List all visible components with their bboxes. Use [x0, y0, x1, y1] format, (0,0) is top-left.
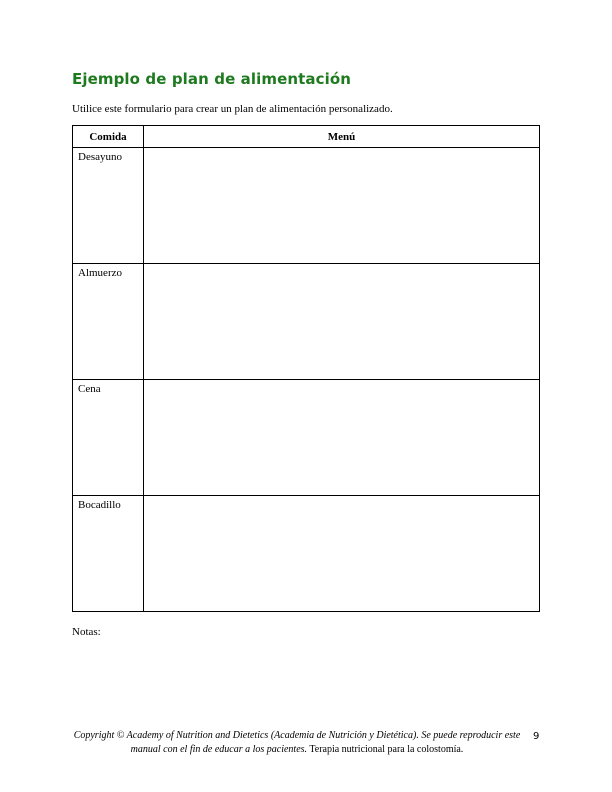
footer-italic-text: Copyright © Academy of Nutrition and Dietetics (Academia de Nutrición y Dietética). Se puede reproducir este manual con el fin de educar a los pacientes.	[73, 730, 521, 755]
table-row	[73, 264, 540, 380]
table-row	[73, 148, 540, 264]
table-row	[73, 380, 540, 496]
table-row	[73, 496, 540, 612]
table-header-row	[73, 126, 540, 148]
intro-text: Utilice este formulario para crear un plan de alimentación personalizado.	[72, 103, 393, 115]
column-header-menu: Menú	[144, 126, 540, 148]
menu-cell-bocadillo[interactable]	[144, 496, 540, 612]
footer-copyright	[72, 729, 522, 757]
menu-cell-desayuno[interactable]	[144, 148, 540, 264]
column-header-comida: Comida	[73, 126, 144, 148]
page-title: Ejemplo de plan de alimentación	[72, 70, 352, 88]
meal-cell-almuerzo: Almuerzo	[73, 264, 144, 380]
menu-cell-cena[interactable]	[144, 380, 540, 496]
notes-label: Notas:	[72, 626, 101, 638]
meal-cell-cena: Cena	[73, 380, 144, 496]
page-number: 9	[533, 731, 540, 742]
meal-cell-desayuno: Desayuno	[73, 148, 144, 264]
meal-plan-table	[72, 125, 540, 612]
meal-cell-bocadillo: Bocadillo	[73, 496, 144, 612]
menu-cell-almuerzo[interactable]	[144, 264, 540, 380]
footer-plain-text: Terapia nutricional para la colostomía.	[307, 744, 464, 755]
